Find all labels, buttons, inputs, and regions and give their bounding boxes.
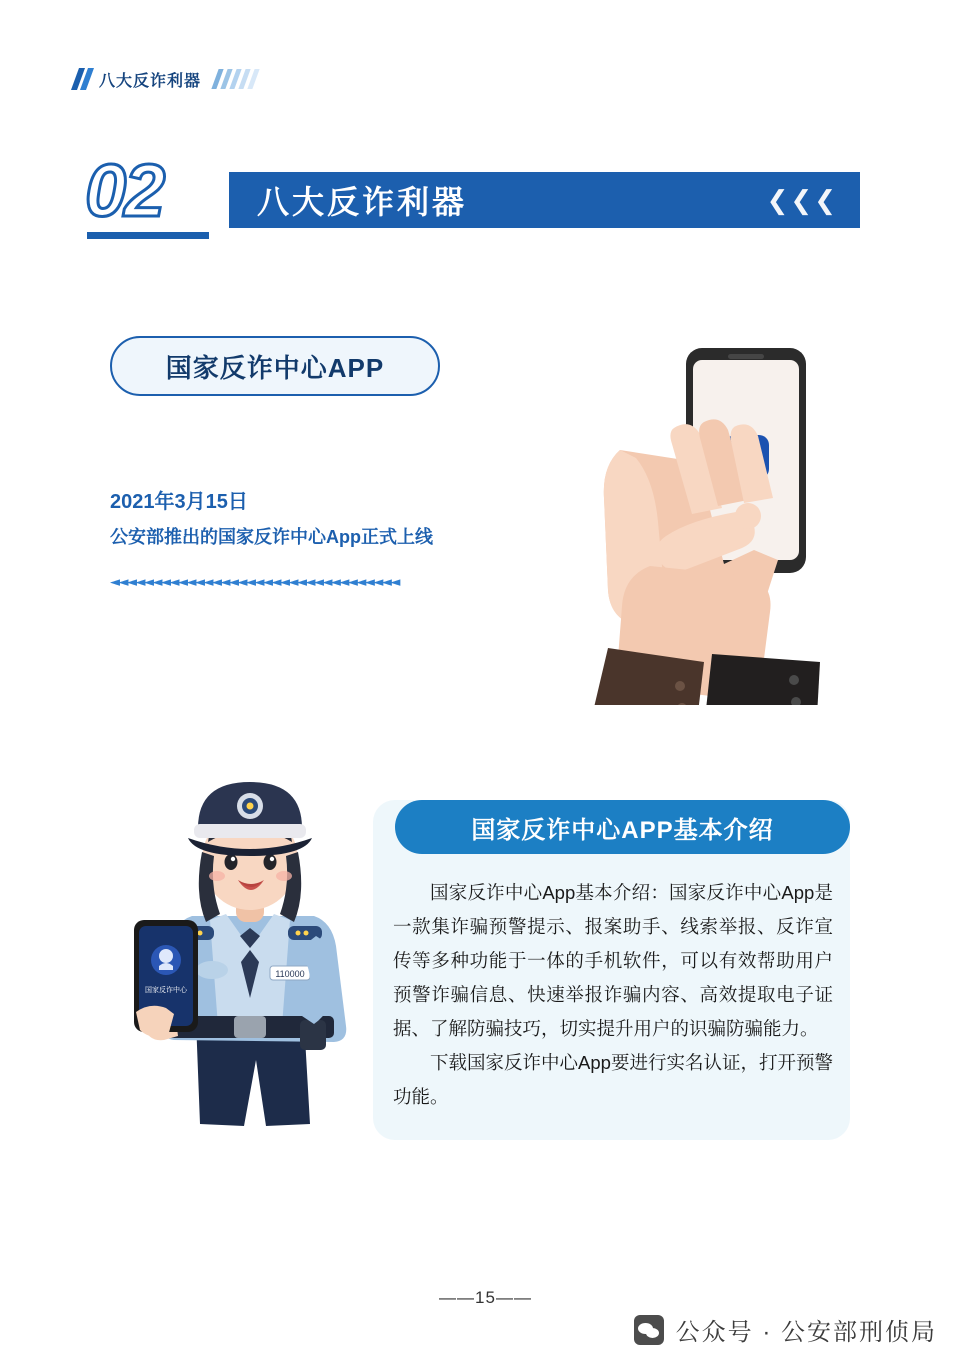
- header-stripe-decoration-icon: [215, 69, 256, 89]
- hand-phone-svg: [500, 330, 900, 705]
- page-number: ——15——: [439, 1288, 532, 1307]
- section-title-bar: [229, 172, 860, 228]
- info-paragraph-2: 下载国家反诈中心App要进行实名认证，打开预警功能。: [393, 1052, 833, 1107]
- info-card-body: [393, 876, 833, 1114]
- arrow-divider-icon: ◄◄◄◄◄◄◄◄◄◄◄◄◄◄◄◄◄◄◄◄◄◄◄◄◄◄◄◄◄◄◄◄◄◄: [110, 575, 399, 590]
- info-card-heading: 国家反诈中心APP基本介绍: [471, 816, 774, 844]
- launch-description: 公安部推出的国家反诈中心App正式上线: [110, 527, 433, 547]
- section-title: 八大反诈利器: [257, 184, 468, 220]
- launch-date-block: [110, 485, 510, 549]
- section-number: 02: [85, 149, 164, 232]
- info-card-header: [395, 800, 850, 854]
- running-header: [75, 66, 256, 92]
- section-banner: [85, 148, 860, 240]
- hand-phone-illustration: [500, 330, 900, 705]
- subsection-pill-label: 国家反诈中心APP: [165, 352, 385, 383]
- info-paragraph-1: 国家反诈中心App基本介绍：国家反诈中心App是一款集诈骗预警提示、报案助手、线索举报、反诈宣传等多种功能于一体的手机软件，可以有效帮助用户预警诈骗信息、快速举报诈骗内容、高效提取电子证据、了解防骗技巧，切实提升用户的识骗防骗能力。: [393, 882, 833, 1039]
- officer-phone-label: 国家反诈中心: [145, 987, 187, 994]
- running-header-title: 八大反诈利器: [99, 72, 202, 90]
- chevron-left-icon: ❮❮❮: [766, 184, 838, 215]
- section-number-underline: [87, 232, 209, 239]
- watermark: [634, 1312, 937, 1347]
- launch-date: 2021年3月15日: [110, 491, 248, 513]
- subsection-pill: [110, 336, 440, 396]
- officer-badge-number: 110000: [275, 969, 305, 979]
- police-officer-svg: [100, 720, 400, 1140]
- watermark-text: 公众号 · 公安部刑侦局: [675, 1319, 937, 1346]
- police-officer-illustration: [100, 720, 400, 1140]
- header-slash-icon: [75, 68, 90, 90]
- wechat-icon: [634, 1315, 664, 1345]
